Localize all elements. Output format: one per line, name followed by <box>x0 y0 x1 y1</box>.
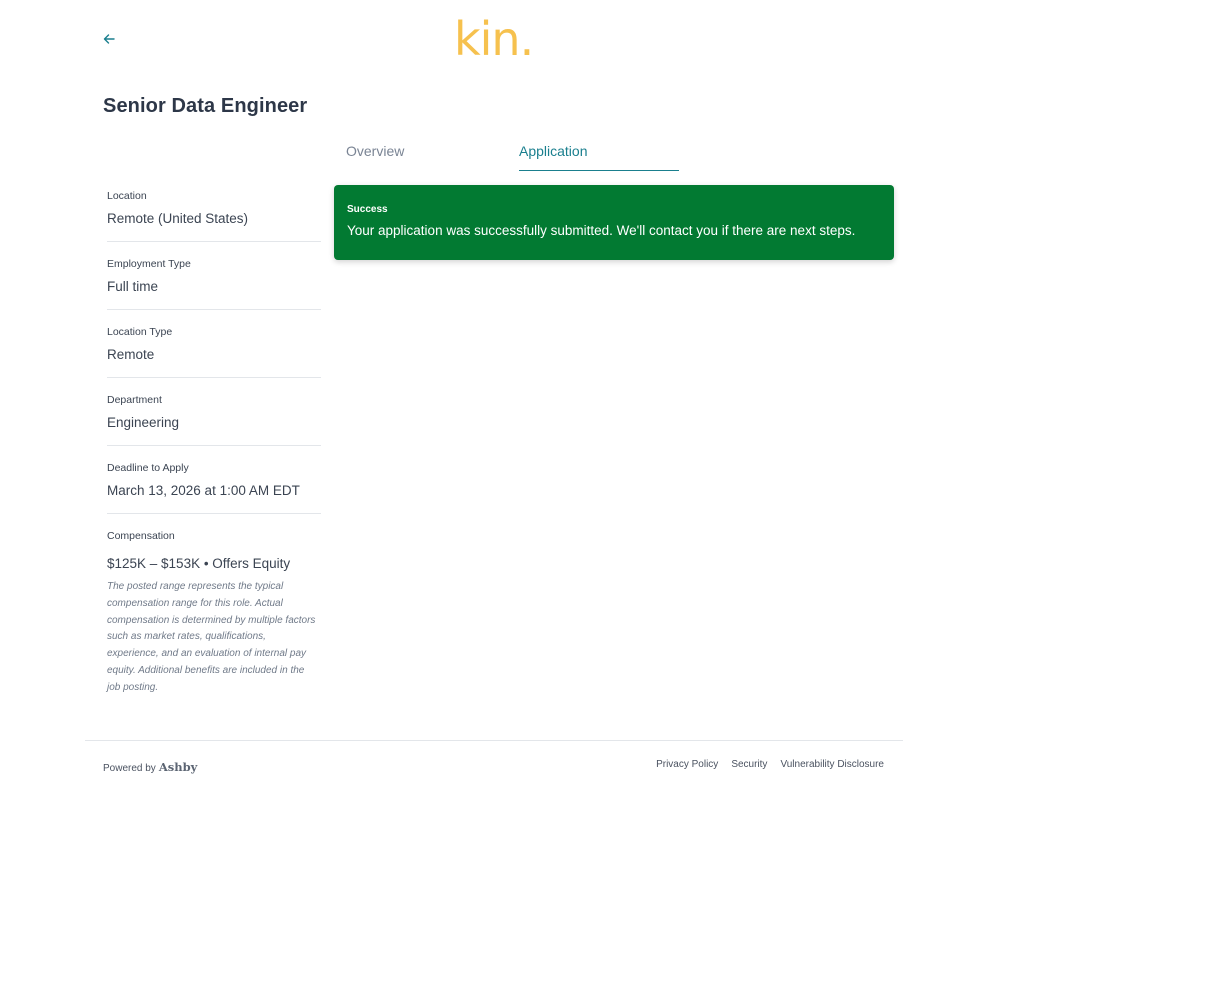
employment-type-section <box>107 242 321 310</box>
logo-dot: . <box>519 12 534 66</box>
logo-text: kin <box>454 12 520 66</box>
alert-title: Success <box>347 204 388 215</box>
security-link[interactable]: Security <box>731 759 768 770</box>
employment-type-value: Full time <box>107 279 159 294</box>
powered-by-label: Powered by <box>103 763 156 774</box>
vulnerability-disclosure-link[interactable]: Vulnerability Disclosure <box>780 759 884 770</box>
ashby-logo: Ashby <box>158 760 198 774</box>
location-value: Remote (United States) <box>107 211 249 226</box>
tab-application[interactable]: Application <box>519 140 679 171</box>
department-label: Department <box>107 394 162 406</box>
tab-overview[interactable]: Overview <box>346 143 405 159</box>
compensation-section <box>107 514 321 710</box>
location-label: Location <box>107 190 147 202</box>
department-section <box>107 378 321 446</box>
location-section <box>107 186 321 242</box>
footer-links <box>656 759 884 770</box>
back-button[interactable] <box>100 30 118 48</box>
privacy-policy-link[interactable]: Privacy Policy <box>656 759 719 770</box>
deadline-value: March 13, 2026 at 1:00 AM EDT <box>107 483 300 498</box>
page-title: Senior Data Engineer <box>103 95 308 117</box>
compensation-note: The posted range represents the typical compensation range for this role. Actual compensation is determined by multiple factors such as market rates, qualifications, experience, and an evaluation of internal pay equity. Additional benefits are included in the job posting. <box>107 581 316 693</box>
department-value: Engineering <box>107 415 180 430</box>
compensation-label: Compensation <box>107 530 175 542</box>
job-details-sidebar <box>107 186 321 710</box>
compensation-value: $125K – $153K • Offers Equity <box>107 556 291 571</box>
deadline-label: Deadline to Apply <box>107 462 189 474</box>
location-type-label: Location Type <box>107 326 173 338</box>
success-alert <box>334 185 894 260</box>
arrow-left-icon <box>102 32 116 46</box>
alert-message: Your application was successfully submitted. We'll contact you if there are next steps. <box>347 223 856 238</box>
location-type-section <box>107 310 321 378</box>
employment-type-label: Employment Type <box>107 258 191 270</box>
footer <box>85 740 903 781</box>
deadline-section <box>107 446 321 514</box>
tab-bar <box>334 140 894 172</box>
location-type-value: Remote <box>107 347 155 362</box>
company-logo[interactable] <box>454 14 533 64</box>
powered-by[interactable] <box>103 760 197 774</box>
